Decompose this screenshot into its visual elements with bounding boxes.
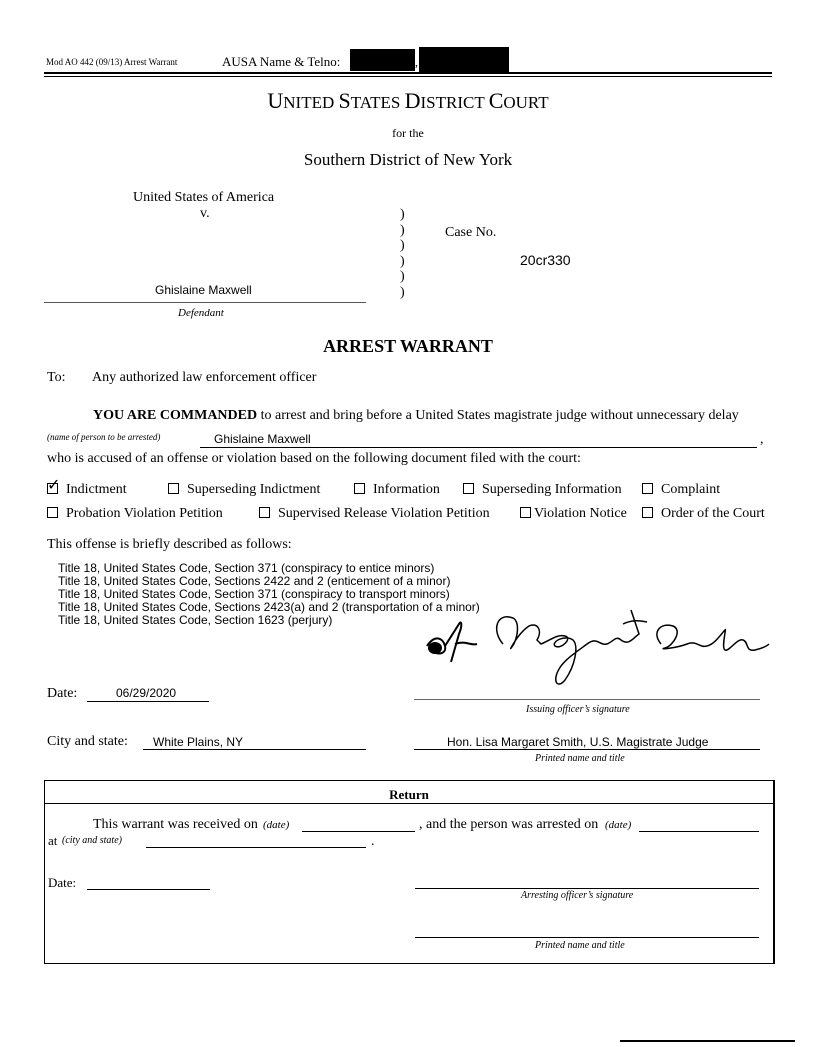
header-rule bbox=[44, 72, 772, 74]
arrested-date-field[interactable] bbox=[639, 831, 759, 832]
doc-complaint[interactable]: Complaint bbox=[642, 482, 720, 498]
warrant-title: ARREST WARRANT bbox=[323, 336, 493, 356]
checkbox-icon[interactable] bbox=[642, 483, 653, 494]
period: . bbox=[371, 834, 375, 849]
return-date-label: Date: bbox=[48, 875, 77, 890]
doc-probation-violation[interactable]: Probation Violation Petition bbox=[47, 506, 223, 522]
doc-superseding-information[interactable]: Superseding Information bbox=[463, 482, 622, 498]
received-date-hint: (date) bbox=[263, 819, 290, 831]
scan-artifact-line bbox=[620, 1040, 795, 1042]
defendant-label: Defendant bbox=[178, 307, 224, 319]
defendant-rule bbox=[44, 302, 366, 303]
person-label: (name of person to be arrested) bbox=[47, 432, 161, 442]
checkbox-icon[interactable] bbox=[520, 507, 531, 518]
doc-indictment[interactable]: ✓Indictment bbox=[47, 482, 127, 498]
printed-caption: Printed name and title bbox=[535, 753, 625, 764]
case-number: 20cr330 bbox=[520, 252, 571, 268]
checkbox-icon[interactable] bbox=[259, 507, 270, 518]
plaintiff: United States of America bbox=[133, 190, 275, 205]
checkbox-icon[interactable] bbox=[463, 483, 474, 494]
date-underline bbox=[87, 701, 209, 702]
commanded-text: YOU ARE COMMANDED to arrest and bring before a United States magistrate judge without unnecessary delay bbox=[93, 408, 739, 423]
versus: v. bbox=[200, 206, 210, 221]
doc-information[interactable]: Information bbox=[354, 482, 440, 498]
for-the: for the bbox=[392, 126, 424, 140]
city-label: City and state: bbox=[47, 734, 128, 749]
checkbox-icon[interactable] bbox=[47, 507, 58, 518]
signature-caption: Issuing officer’s signature bbox=[526, 704, 630, 715]
offense-intro: This offense is briefly described as follows: bbox=[47, 537, 292, 552]
offense-line: Title 18, United States Code, Section 371 (conspiracy to transport minors) bbox=[58, 587, 450, 601]
arrested-date-hint: (date) bbox=[605, 819, 632, 831]
return-title: Return bbox=[45, 781, 773, 804]
case-no-label: Case No. bbox=[445, 225, 497, 240]
city-underline bbox=[143, 749, 366, 750]
signature-image bbox=[425, 604, 770, 694]
at-label: at bbox=[48, 833, 58, 848]
redaction-separator: , bbox=[415, 55, 418, 69]
date-value: 06/29/2020 bbox=[116, 686, 177, 700]
offense-line: Title 18, United States Code, Section 371 (conspiracy to entice minors) bbox=[58, 561, 435, 575]
city-value: White Plains, NY bbox=[153, 735, 244, 749]
received-text: This warrant was received on bbox=[93, 817, 258, 832]
court-title: UNITED STATES DISTRICT COURT bbox=[267, 88, 549, 113]
person-underline bbox=[200, 447, 757, 448]
signature-line bbox=[414, 699, 760, 700]
doc-superseding-indictment[interactable]: Superseding Indictment bbox=[168, 482, 320, 498]
person-comma: , bbox=[760, 432, 764, 447]
form-id: Mod AO 442 (09/13) Arrest Warrant bbox=[46, 57, 178, 67]
arrest-city-field[interactable] bbox=[146, 847, 366, 848]
offense-line: Title 18, United States Code, Sections 2423(a) and 2 (transportation of a minor) bbox=[58, 600, 480, 614]
header-rule bbox=[44, 76, 772, 77]
return-printed-caption: Printed name and title bbox=[535, 940, 625, 951]
return-box bbox=[44, 780, 775, 964]
arresting-caption: Arresting officer’s signature bbox=[521, 890, 634, 901]
officer-underline bbox=[414, 749, 760, 750]
checkbox-icon[interactable] bbox=[354, 483, 365, 494]
return-date-field[interactable] bbox=[87, 889, 210, 890]
offense-line: Title 18, United States Code, Section 1623 (perjury) bbox=[58, 613, 333, 627]
ausa-label: AUSA Name & Telno: bbox=[222, 54, 341, 69]
offense-line: Title 18, United States Code, Sections 2422 and 2 (enticement of a minor) bbox=[58, 574, 451, 588]
received-date-field[interactable] bbox=[302, 831, 415, 832]
doc-violation-notice[interactable]: Violation Notice bbox=[520, 506, 627, 522]
checkbox-icon[interactable] bbox=[47, 483, 58, 494]
officer-name: Hon. Lisa Margaret Smith, U.S. Magistrate Judge bbox=[447, 735, 709, 749]
accused-text: who is accused of an offense or violation based on the following document filed with the court: bbox=[47, 451, 581, 466]
date-label: Date: bbox=[47, 686, 78, 701]
city-hint: (city and state) bbox=[62, 835, 122, 846]
district-name: Southern District of New York bbox=[303, 150, 513, 169]
caption-parens: ) ) ) ) ) ) bbox=[400, 207, 405, 300]
to-value: Any authorized law enforcement officer bbox=[92, 370, 317, 385]
arresting-signature-line[interactable] bbox=[415, 888, 759, 889]
doc-order-of-court[interactable]: Order of the Court bbox=[642, 506, 765, 522]
person-name: Ghislaine Maxwell bbox=[214, 432, 311, 446]
defendant-name: Ghislaine Maxwell bbox=[155, 283, 252, 297]
offense-list bbox=[58, 562, 480, 627]
to-label: To: bbox=[47, 370, 66, 385]
checkbox-icon[interactable] bbox=[642, 507, 653, 518]
redaction-block bbox=[419, 47, 509, 72]
checkbox-icon[interactable] bbox=[168, 483, 179, 494]
doc-supervised-release[interactable]: Supervised Release Violation Petition bbox=[259, 506, 490, 522]
redaction-block bbox=[350, 49, 415, 71]
arrested-text: , and the person was arrested on bbox=[419, 817, 599, 832]
return-printed-line[interactable] bbox=[415, 937, 759, 938]
